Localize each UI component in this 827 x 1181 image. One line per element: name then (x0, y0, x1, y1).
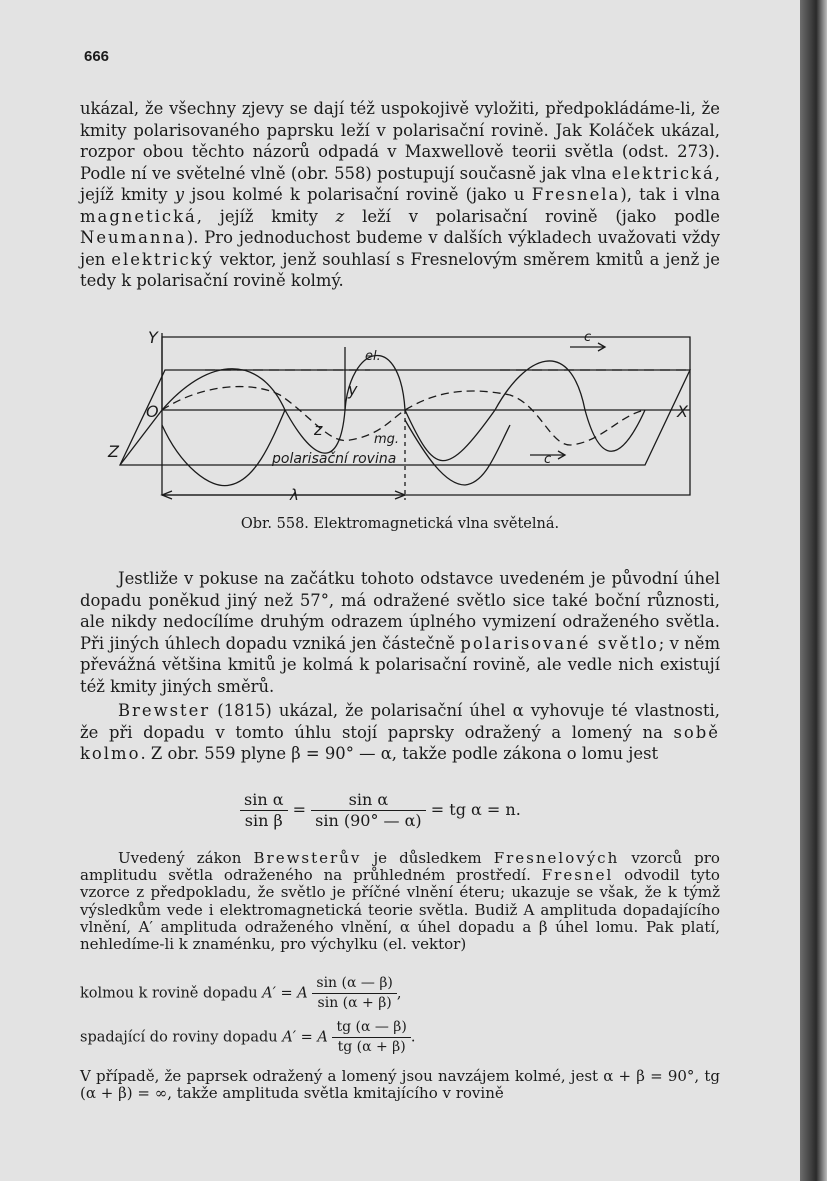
electric-wave (162, 355, 645, 460)
equation-parallel: spadající do roviny dopadu A′ = A $\frac{tg (\alpha — \beta)}{tg (\alpha + \beta)}$ . (80, 1019, 416, 1055)
label-y: y (348, 380, 358, 399)
label-el: el. (365, 349, 381, 364)
page-number: 666 (84, 48, 110, 65)
paragraph-4: Uvedený zákon Brewsterův je důsledkem Fresnelových vzorců pro amplitudu světla odraženého na průhledném prostředí. Fresnel odvodil tyto vzorce z předpokladu, že světlo je příčné vlnění éteru; ukazuje se však, že k týmž výsledkům vede i elektromagnetická teorie světla. Budiž A amplituda dopadajícího vlnění, A′ amplituda odraženého vlnění, α úhel dopadu a β úhel lomu. Pak platí, nehledíme-li k znaménku, pro výchylku (el. vektor) (80, 849, 720, 954)
vertical-plane-frame (162, 337, 690, 495)
equation-perpendicular: kolmou k rovině dopadu A′ = A $\frac{\sin (\alpha — \beta)}{\sin (\alpha + \beta)}$ , (80, 975, 402, 1011)
equation-brewster: $\frac{\text{sin α}}{\text{sin β}}$ = $\frac{\text{sin α}}{\sin (90^\circ — \alpha)}$ = tg α = n. (240, 790, 521, 831)
paragraph-2: Jestliže v pokuse na začátku tohoto odstavce uvedeném je původní úhel dopadu poněkud jiný než 57°, má odražené světlo sice také boční různosti, ale nikdy nedocílíme druhým odrazem úplného vymizení odraženého světla. Při jiných úhlech dopadu vzniká jen částečně polarisované světlo; v něm převážná většina kmitů je kolmá k polarisační rovině, ale vedle nich existují též kmity jiných směrů. (80, 569, 720, 696)
label-Y: Y (148, 328, 158, 347)
lower-wave (162, 410, 510, 486)
paragraph-5: V případě, že paprsek odražený a lomený jsou navzájem kolmé, jest α + β = 90°, tg (α + β) = ∞, takže amplituda světla kmitajícího v rovině (80, 1067, 720, 1103)
figure-caption: Obr. 558. Elektromagnetická vlna světelná. (240, 516, 560, 532)
label-c-bottom: c (544, 452, 552, 467)
label-plane: polarisační rovina (272, 451, 397, 467)
label-Z: Z (108, 442, 119, 461)
label-lambda: λ (290, 486, 299, 504)
label-mg: mg. (374, 432, 400, 447)
book-spine-shadow (800, 0, 827, 1181)
paragraph-1: ukázal, že všechny zjevy se dají též uspokojivě vyložiti, předpokládáme-li, že kmity polarisovaného paprsku leží v polarisační rovině. Jak Koláček ukázal, rozpor obou těchto názorů odpadá v Maxwellově teorii světla (odst. 273). Podle ní ve světelné vlně (obr. 558) postupují současně jak vlna elektrická, jejíž kmity y jsou kolmé k polarisační rovině (jako u Fresnela), tak i vlna magnetická, jejíž kmity z leží v polarisační rovině (jako podle Neumanna). Pro jednoduchost budeme v dalších výkladech uvažovati vždy jen elektrický vektor, jenž souhlasí s Fresnelovým směrem kmitů a jenž je tedy k polarisační rovině kolmý. (80, 99, 720, 290)
em-wave-figure (100, 325, 720, 510)
label-X: X (677, 402, 688, 421)
label-z: z (314, 420, 323, 439)
paragraph-3: Brewster (1815) ukázal, že polarisační úhel α vyhovuje té vlastnosti, že při dopadu v tomto úhlu stojí paprsky odražený a lomený na sobě kolmo. Z obr. 559 plyne β = 90° — α, takže podle zákona o lomu jest (80, 701, 720, 763)
label-c-top: c (584, 330, 592, 345)
label-O: O (146, 402, 159, 421)
